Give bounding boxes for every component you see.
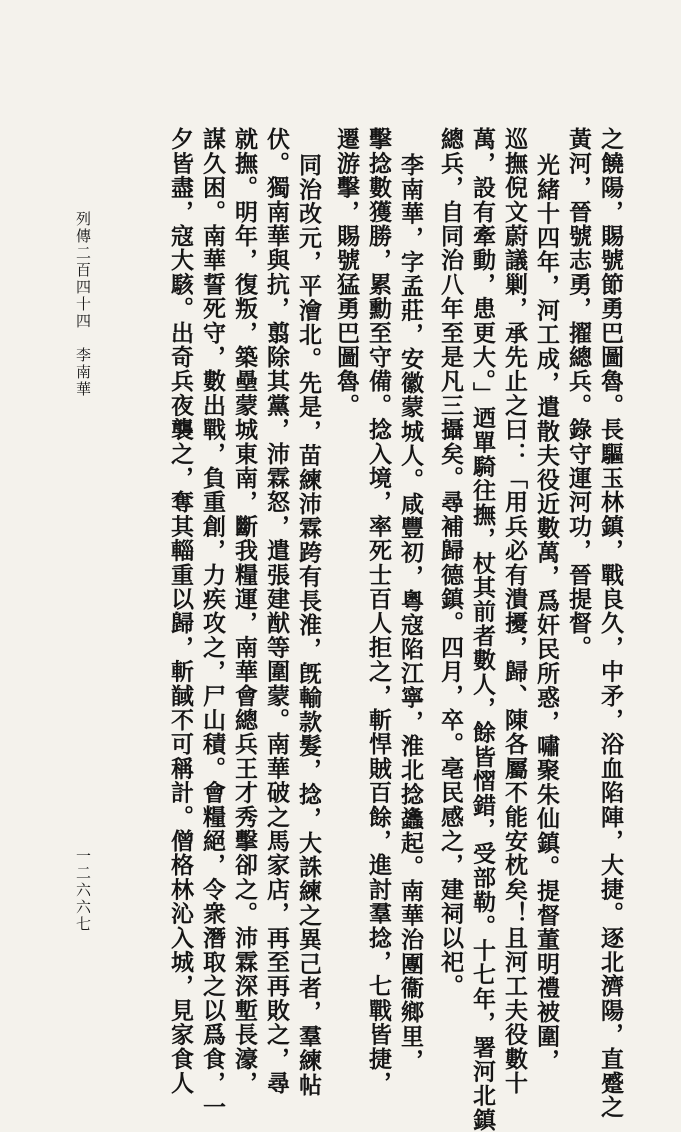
text-column-7: 李南華，字孟莊，安徽蒙城人。咸豐初，粵寇陷江寧，淮北捻蠭起。南華治團衞鄉里， xyxy=(397,153,424,1073)
text-column-8: 擊捻數獲勝，累勳至守備。捻入境，率死士百人拒之，斬悍賊百餘，進討羣捻，七戰皆捷， xyxy=(365,127,392,1095)
text-column-4: 巡撫倪文蔚議剿，承先止之曰：「用兵必有潰擾，歸、陳各屬不能安枕矣！且河工夫役數十 xyxy=(501,127,528,1095)
text-column-14: 夕皆盡，寇大駭。出奇兵夜襲之，奪其輜重以歸，斬馘不可稱計。僧格林沁入城，見家食人 xyxy=(167,127,194,1095)
text-column-9: 遷游擊，賜號猛勇巴圖魯。 xyxy=(333,127,360,418)
page-number: 一二六六七 xyxy=(74,848,92,933)
text-column-10: 同治改元，平澮北。先是，苗練沛霖跨有長淮，旣輸款髮，捻，大誅練之異己者，羣練帖 xyxy=(295,153,322,1097)
text-column-12: 就撫。明年，復叛，築壘蒙城東南，斷我糧運，南華會總兵王才秀擊卻之。沛霖深塹長濠， xyxy=(231,127,258,1095)
text-column-1: 之饒陽，賜號節勇巴圖魯。長驅玉林鎮，戰良久，中矛，浴血陷陣，大捷。逐北濟陽，直蹙之 xyxy=(597,127,624,1120)
text-column-6: 總兵，自同治八年至是凡三攝矣。尋補歸德鎮。四月，卒。亳民感之，建祠以祀。 xyxy=(437,127,464,999)
text-column-13: 謀久困。南華誓死守，數出戰，負重創，力疾攻之，尸山積。會糧絕，令衆潛取之以爲食，一 xyxy=(199,127,226,1120)
text-column-5: 萬，設有牽動，患更大。」迺單騎往撫，杖其前者數人，餘皆慴錯，受部勒。十七年，署河北鎮 xyxy=(469,127,496,1132)
text-column-3: 光緒十四年，河工成，遣散夫役近數萬，爲奸民所惑，嘯聚朱仙鎮。提督董明禮被圍， xyxy=(533,153,560,1073)
running-head-left: 列傳二百四十四 李南華 xyxy=(74,211,92,398)
text-column-2: 黃河，晉號志勇，擢總兵。錄守運河功，晉提督。 xyxy=(565,127,592,660)
text-column-11: 伏。獨南華與抗，翦除其黨，沛霖怒，遣張建猷等圍蒙。南華破之馬家店，再至再敗之，尋 xyxy=(263,127,290,1095)
